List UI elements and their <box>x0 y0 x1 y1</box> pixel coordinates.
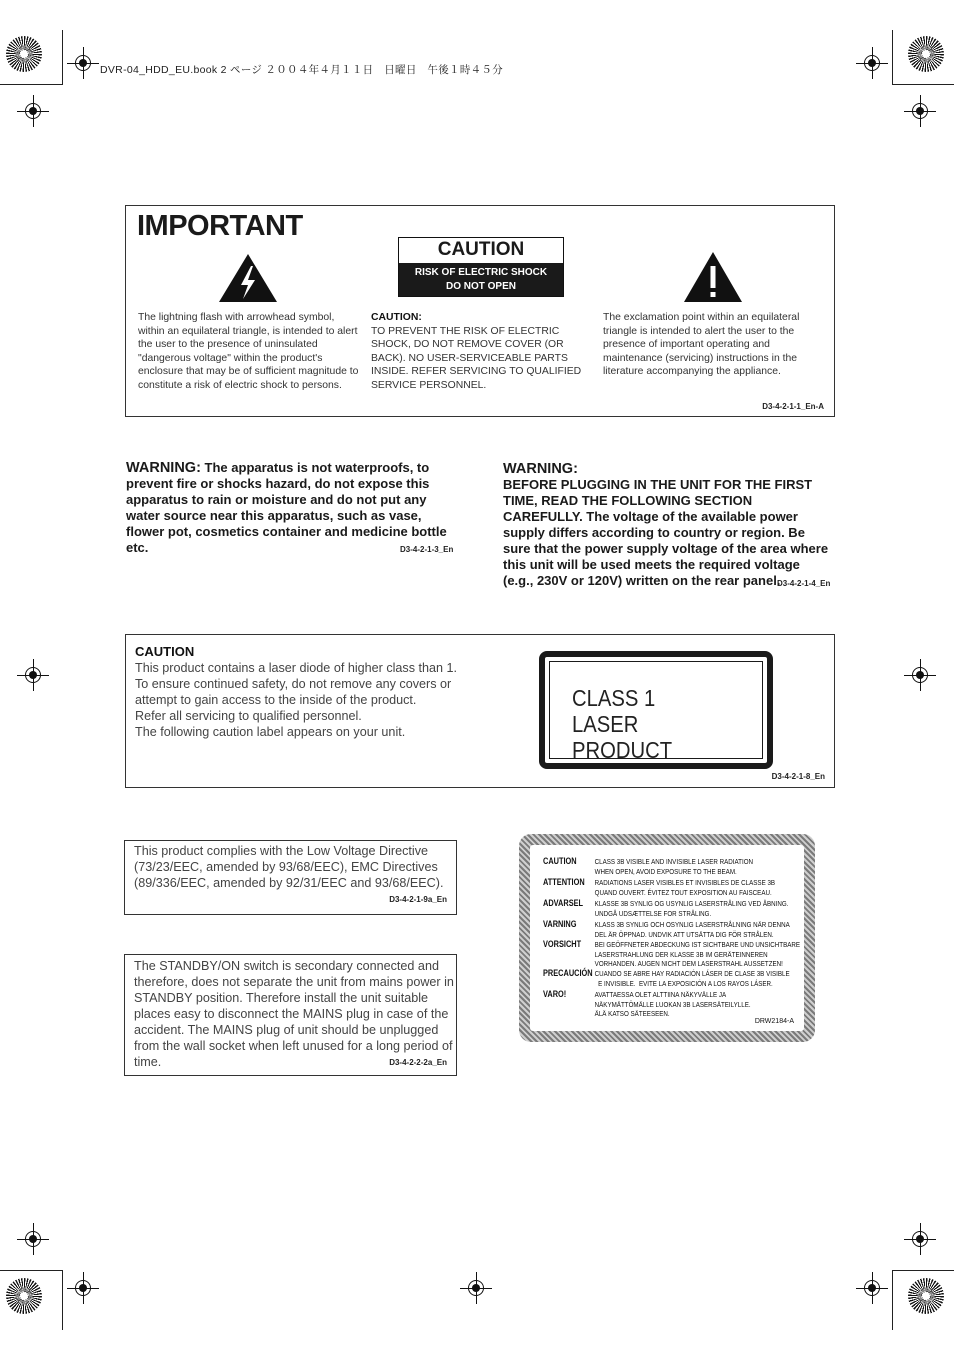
reference-code: D3-4-2-1-1_En-A <box>762 402 824 411</box>
registration-mark-icon <box>912 103 928 119</box>
label-line: ÄLÄ KATSO SÄTEESEEN. <box>594 1009 670 1019</box>
warning-power-supply <box>503 461 833 589</box>
label-lang: ADVARSEL <box>543 898 584 908</box>
reference-code: D3-4-2-1-8_En <box>771 772 825 781</box>
label-line: E INVISIBLE. EVITE LA EXPOSICIÓN A LOS RAYOS LÁSER. <box>594 978 773 988</box>
laser-caution-label-note: The following caution label appears on your unit. <box>135 725 406 739</box>
crop-mark <box>0 84 62 85</box>
warning-text: The apparatus is not waterproofs, to prevent fire or shocks hazard, do not expose this apparatus to rain or moisture and do not put any water source near this apparatus, such as vase, flower pot, cosmetics container and medicine bottle etc. <box>126 460 447 555</box>
label-line: DEL ÄR ÖPPNAD. UNDVIK ATT UTSÄTTA DIG FÖR STRÅLEN. <box>594 929 774 939</box>
page-header: DVR-04_HDD_EU.book 2 ページ ２００４年４月１１日 日曜日 午後１時４５分 <box>100 64 504 76</box>
registration-wheel-icon <box>6 1278 42 1314</box>
registration-mark-icon <box>75 55 91 71</box>
important-box <box>125 205 835 417</box>
caution-label-line2: DO NOT OPEN <box>445 281 516 292</box>
laser-caution-text: This product contains a laser diode of higher class than 1. To ensure continued safety, do not remove any covers or attempt to gain access to the inside of the product. <box>135 661 458 707</box>
label-line: VORHANDEN. AUGEN NICHT DEM LASERSTRAHL AUSSETZEN! <box>594 959 783 969</box>
label-line: WHEN OPEN, AVOID EXPOSURE TO THE BEAM. <box>594 866 737 876</box>
important-title: IMPORTANT <box>137 210 303 242</box>
directive-box <box>124 840 457 915</box>
label-line: LASERSTRAHLUNG DER KLASSE 3B IM GERÄTEINNEREN <box>594 949 768 959</box>
warning-label: WARNING: <box>503 461 578 477</box>
caution-label-line1: RISK OF ELECTRIC SHOCK <box>414 267 548 278</box>
lightning-warning-icon <box>217 252 279 304</box>
laser-label-line2: LASER PRODUCT <box>572 711 673 763</box>
label-line: UNDGÅ UDSÆTTELSE FOR STRÅLING. <box>594 908 712 918</box>
exclamation-description: The exclamation point within an equilateral triangle is intended to alert the user to the presence of important operating and maintenance (servicing) instructions in the literature accompanying the appliance. <box>603 312 800 378</box>
standby-text: The STANDBY/ON switch is secondary connected and therefore, does not separate the unit from mains power in STANDBY position. Therefore install the unit suitable places easy to disconnect the MAINS plug in case of the accident. The MAINS plug of unit should be unplugged from the wall socket when left unused for a long period of time. <box>134 959 454 1069</box>
registration-mark-icon <box>25 1231 41 1247</box>
registration-wheel-icon <box>908 1278 944 1314</box>
laser-caution-heading: CAUTION <box>135 644 195 659</box>
label-line: AVATTAESSA OLET ALTTIINA NÄKYVÄLLE JA <box>594 990 727 999</box>
registration-mark-icon <box>75 1280 91 1296</box>
laser-caution-servicing: Refer all servicing to qualified personnel. <box>135 709 362 723</box>
laser-caution-box <box>125 634 835 788</box>
warning-label: WARNING: <box>126 460 201 476</box>
caution-label-title: CAUTION <box>437 239 525 260</box>
warning-text: BEFORE PLUGGING IN THE UNIT FOR THE FIRST TIME, READ THE FOLLOWING SECTION CAREFULLY. The voltage of the available power supply differs according to country or region. Be sure that the power supply voltage of the area where this unit will be used meets the required voltage (e.g., 230V or 120V) written on the rear panel. <box>503 477 829 588</box>
label-lang: PRECAUCIÓN <box>543 968 593 978</box>
caution-heading: CAUTION: <box>371 312 422 323</box>
registration-mark-icon <box>25 667 41 683</box>
registration-wheel-icon <box>908 36 944 72</box>
multilingual-laser-label <box>519 834 815 1042</box>
directive-text: This product complies with the Low Voltage Directive (73/23/EEC, amended by 93/68/EEC), EMC Directives (89/336/EEC, amended by 92/31/EEC and 93/68/EEC). <box>134 844 444 890</box>
registration-mark-icon <box>864 1280 880 1296</box>
label-lang: VORSICHT <box>543 939 582 949</box>
crop-mark <box>892 30 893 85</box>
label-line: KLASSE 3B SYNLIG OG USYNLIG LASERSTRÅLING VED ÅBNING. <box>594 899 789 908</box>
crop-mark <box>892 1270 893 1330</box>
label-lang: ATTENTION <box>543 877 585 887</box>
warning-waterproof <box>126 460 456 556</box>
registration-mark-icon <box>912 1231 928 1247</box>
label-line: NÄKYMÄTTÖMÄLLE LUOKAN 3B LASERSÄTEILYLLE. <box>594 999 751 1009</box>
laser-label-line1: CLASS 1 <box>572 685 656 711</box>
label-line: CUANDO SE ABRE HAY RADIACIÓN LÁSER DE CLASE 3B VISIBLE <box>594 969 790 978</box>
crop-mark <box>62 1270 63 1330</box>
reference-code: D3-4-2-1-9a_En <box>389 895 447 904</box>
label-lang: VARNING <box>543 919 577 929</box>
reference-code: D3-4-2-1-4_En <box>777 579 831 588</box>
class1-laser-label <box>539 651 773 769</box>
crop-mark <box>0 1270 62 1271</box>
lightning-description: The lightning flash with arrowhead symbol, within an equilateral triangle, is intended to alert the user to the presence of uninsulated "dangerous voltage" within the product's enclosure that may be of sufficient magnitude to constitute a risk of electric shock to persons. <box>138 312 359 391</box>
label-line: QUAND OUVERT. ÉVITEZ TOUT EXPOSITION AU FAISCEAU. <box>594 887 772 897</box>
registration-wheel-icon <box>6 36 42 72</box>
label-line: BEI GEÖFFNETER ABDECKUNG IST SICHTBARE UND UNSICHTBARE <box>594 940 801 949</box>
crop-mark <box>62 30 63 85</box>
label-line: KLASS 3B SYNLIG OCH OSYNLIG LASERSTRÅLNING NÄR DENNA <box>594 920 790 929</box>
label-line: RADIATIONS LASER VISIBLES ET INVISIBLES DE CLASSE 3B <box>594 878 776 887</box>
caution-shock-label <box>398 237 564 297</box>
label-lang: CAUTION <box>543 856 577 866</box>
reference-code: D3-4-2-1-3_En <box>400 545 454 554</box>
label-line: CLASS 3B VISIBLE AND INVISIBLE LASER RADIATION <box>594 857 754 866</box>
caution-text: TO PREVENT THE RISK OF ELECTRIC SHOCK, DO NOT REMOVE COVER (OR BACK). NO USER-SERVICEABLE PARTS INSIDE. REFER SERVICING TO QUALIFIED SERVICE PERSONNEL. <box>371 325 582 391</box>
label-lang: VARO! <box>543 989 567 999</box>
exclamation-warning-icon <box>682 250 744 304</box>
crop-mark <box>892 84 954 85</box>
crop-mark <box>892 1270 954 1271</box>
registration-mark-icon <box>25 103 41 119</box>
reference-code: D3-4-2-2-2a_En <box>389 1058 447 1067</box>
registration-mark-icon <box>468 1280 484 1296</box>
standby-box <box>124 954 457 1076</box>
registration-mark-icon <box>864 55 880 71</box>
registration-mark-icon <box>912 667 928 683</box>
label-code: DRW2184-A <box>754 1018 794 1025</box>
